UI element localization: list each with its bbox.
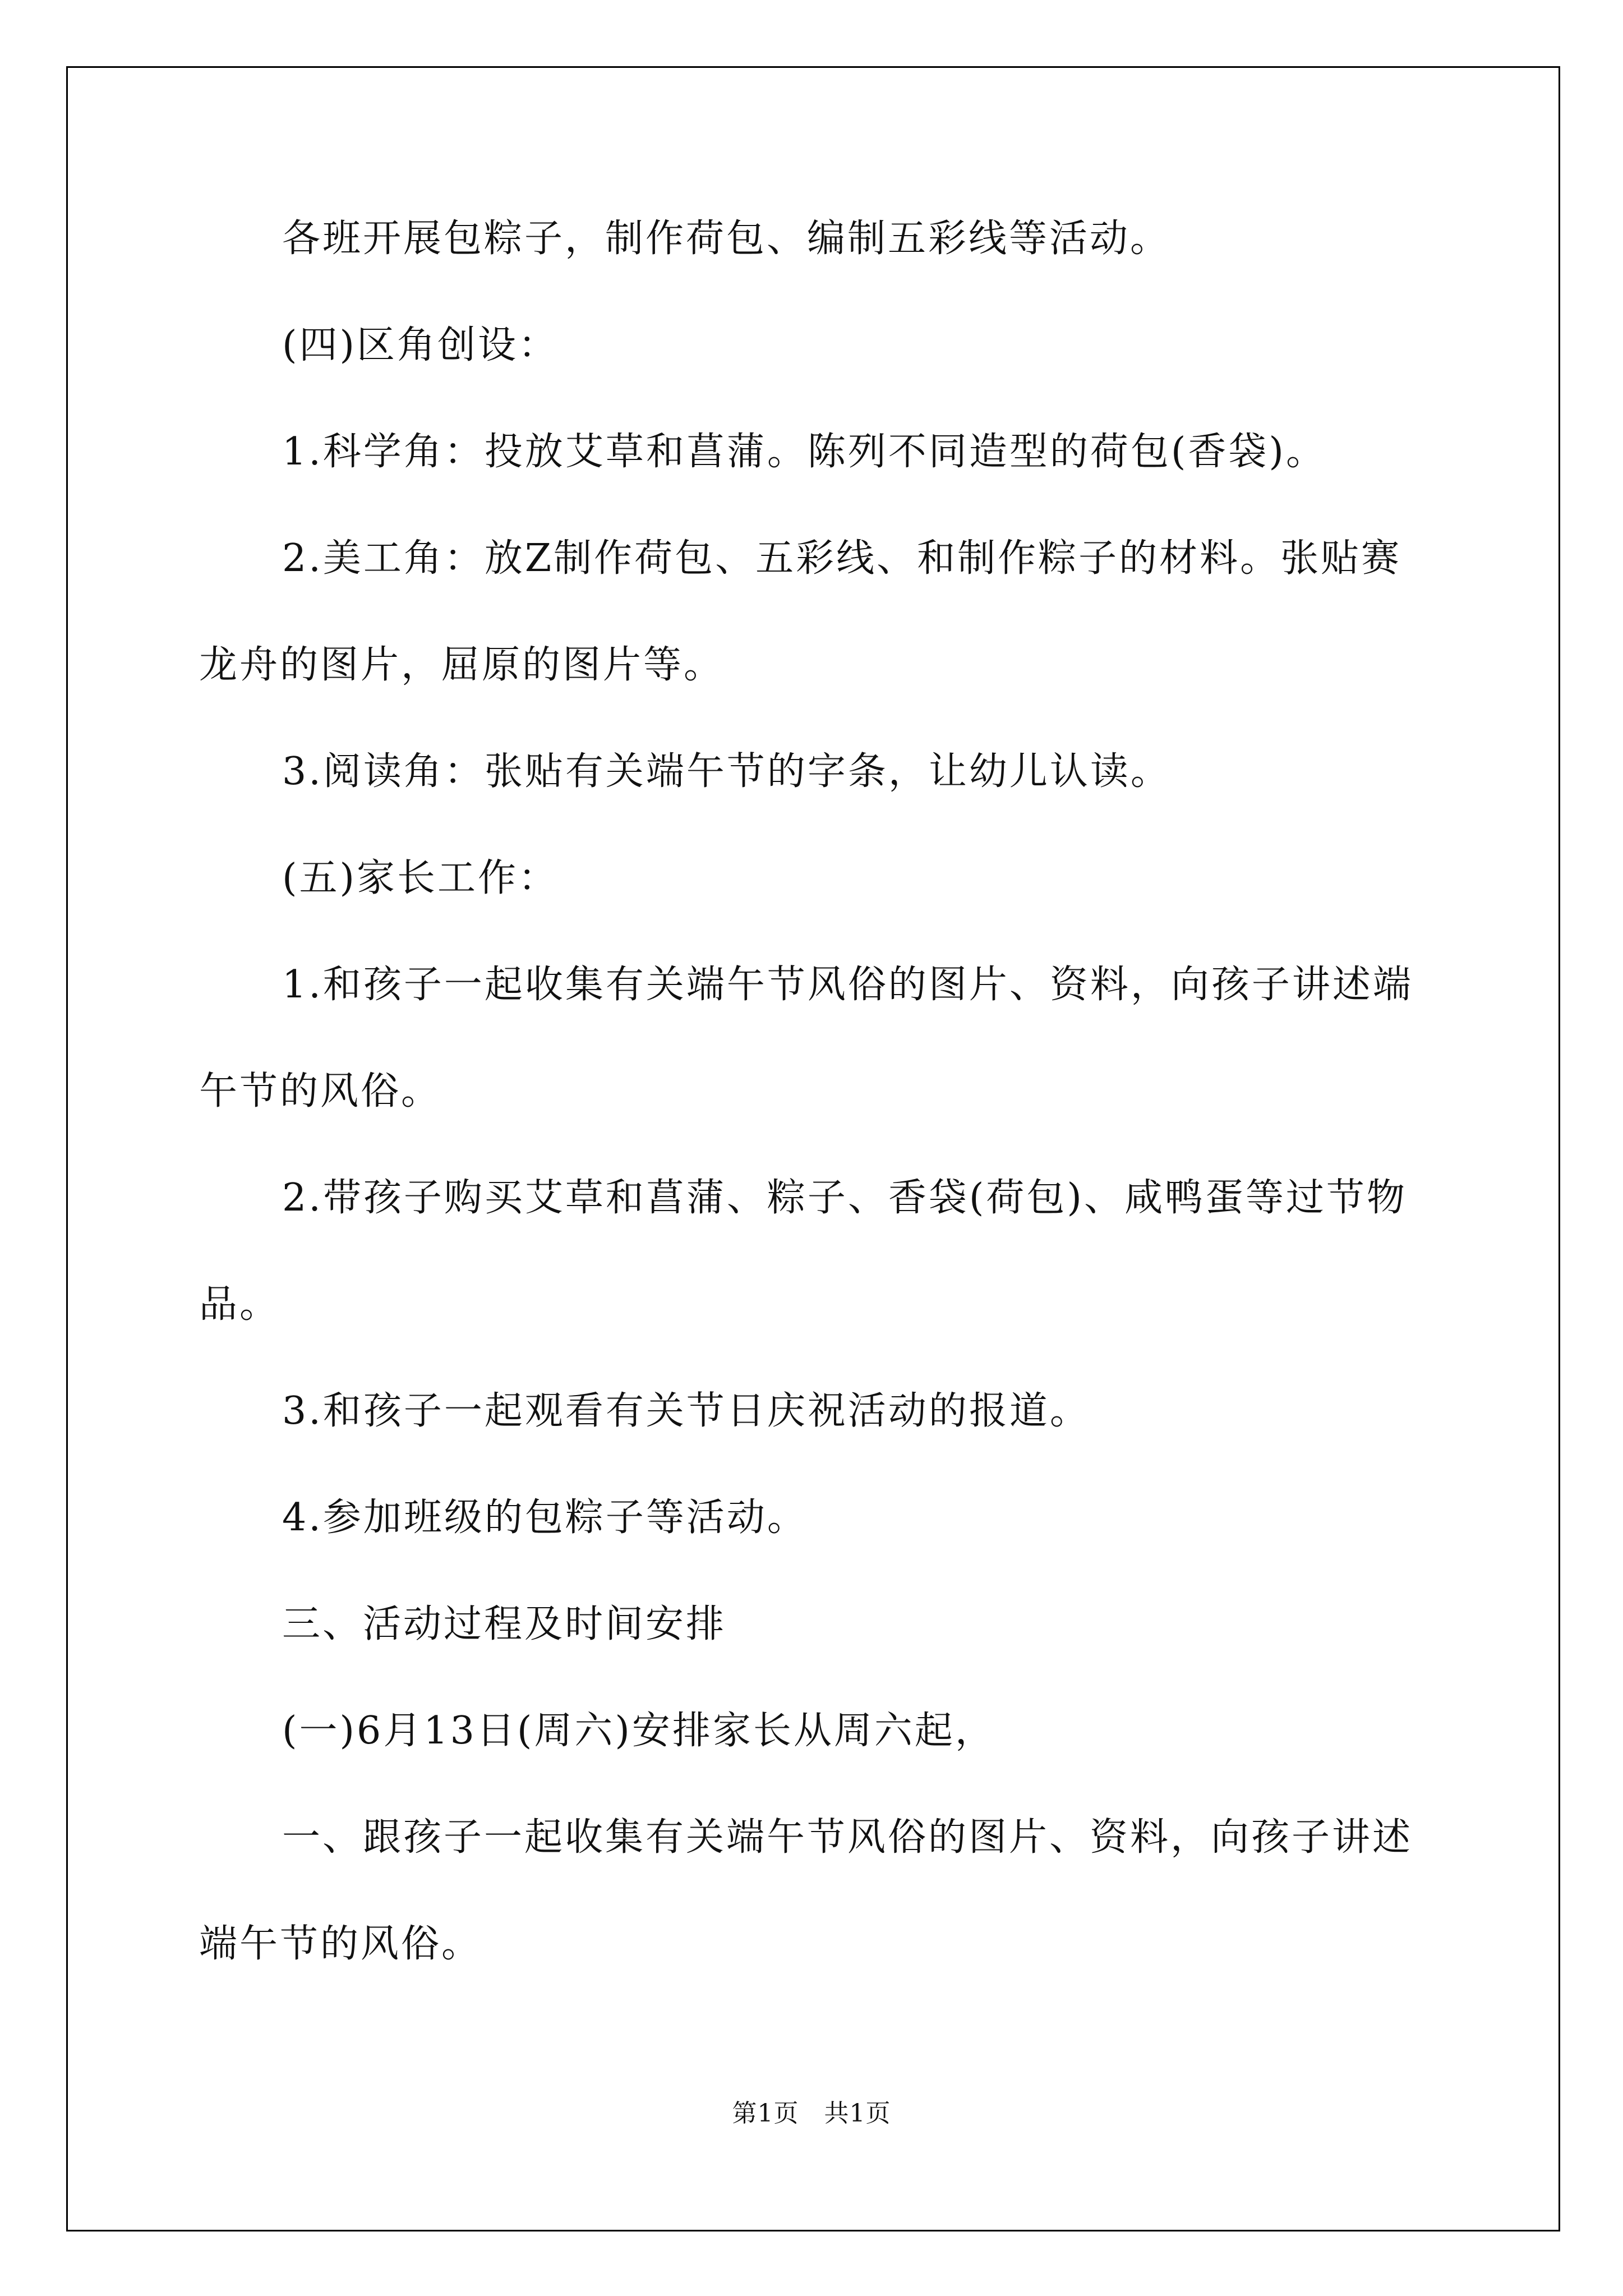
paragraph-line: 2.美工角：放Z制作荷包、五彩线、和制作粽子的材料。张贴赛 xyxy=(282,536,1402,581)
paragraph-line: 2.带孩子购买艾草和菖蒲、粽子、香袋(荷包)、咸鸭蛋等过节物 xyxy=(282,1176,1407,1220)
section-heading: (五)家长工作： xyxy=(282,856,559,900)
paragraph-line: 端午节的风俗。 xyxy=(199,1922,482,1966)
paragraph-line: (一)6月13日(周六)安排家长从周六起， xyxy=(282,1709,995,1753)
section-heading: (四)区角创设： xyxy=(282,323,559,367)
page-border xyxy=(66,66,1560,2231)
paragraph-line: 3.阅读角：张贴有关端午节的字条，让幼儿认读。 xyxy=(282,749,1171,794)
paragraph-line: 1.科学角：投放艾草和菖蒲。陈列不同造型的荷包(香袋)。 xyxy=(282,430,1326,474)
paragraph-line: 各班开展包粽子，制作荷包、编制五彩线等活动。 xyxy=(282,217,1171,261)
paragraph-line: 品。 xyxy=(199,1282,280,1327)
page-number-footer: 第1页 共1页 xyxy=(732,2099,891,2128)
paragraph-line: 午节的风俗。 xyxy=(199,1069,442,1114)
paragraph-line: 一、跟孩子一起收集有关端午节风俗的图片、资料，向孩子讲述 xyxy=(282,1815,1413,1860)
paragraph-line: 4.参加班级的包粽子等活动。 xyxy=(282,1496,808,1540)
paragraph-line: 3.和孩子一起观看有关节日庆祝活动的报道。 xyxy=(282,1389,1090,1433)
section-heading: 三、活动过程及时间安排 xyxy=(282,1602,727,1646)
paragraph-line: 龙舟的图片，屈原的图片等。 xyxy=(199,643,725,687)
paragraph-line: 1.和孩子一起收集有关端午节风俗的图片、资料，向孩子讲述端 xyxy=(282,963,1413,1007)
